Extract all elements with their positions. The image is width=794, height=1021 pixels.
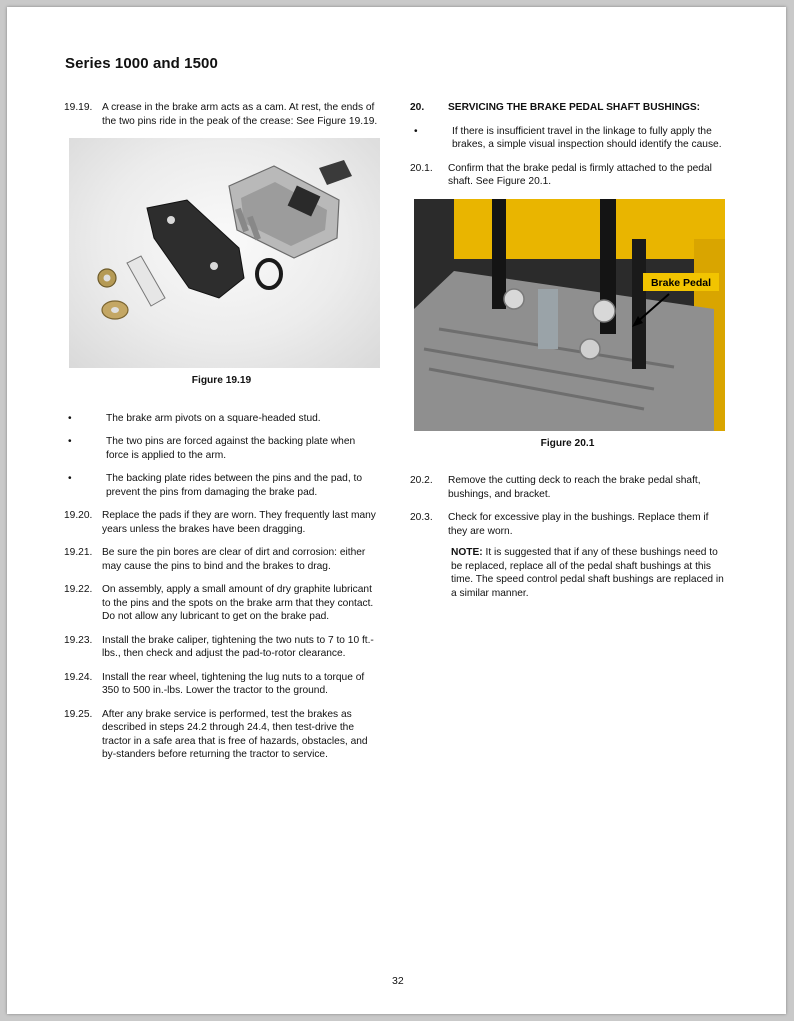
- step-number: 19.19.: [64, 102, 93, 113]
- section-number: 20.: [410, 102, 425, 113]
- step-number: 19.23.: [64, 634, 93, 646]
- step-number: 19.24.: [64, 671, 93, 683]
- bullet-text: The backing plate rides between the pins and the pad, to prevent the pins from damaging the brake pad.: [106, 473, 362, 498]
- brake-pedal-callout-label: Brake Pedal: [650, 276, 712, 289]
- brake-arm-hole: [210, 262, 218, 270]
- step-20-3: [410, 511, 725, 538]
- step-20-1: [410, 162, 725, 189]
- right-column: [410, 101, 725, 600]
- left-column: [64, 101, 379, 772]
- step-19-19: [64, 101, 379, 128]
- step-number: 19.25.: [64, 708, 93, 720]
- bullet-dot: •: [414, 125, 418, 137]
- figure-20-1-photo: [414, 199, 725, 431]
- note-label: NOTE:: [451, 547, 483, 558]
- step-number: 19.20.: [64, 510, 93, 521]
- step-number: 20.1.: [410, 162, 433, 174]
- step-19-25: [64, 708, 379, 762]
- figure-19-19-photo: [69, 138, 380, 368]
- step-number: 20.3.: [410, 512, 433, 523]
- section-20-heading: [410, 101, 725, 115]
- bullet-dot: •: [68, 412, 72, 424]
- step-number: 19.21.: [64, 547, 93, 558]
- section-title: SERVICING THE BRAKE PEDAL SHAFT BUSHINGS:: [448, 102, 701, 113]
- note-text: It is suggested that if any of these bushings need to be replaced, replace all of the pedal shaft bushings at this time. The speed control pedal shaft bushings are replaced in a similar manner.: [451, 547, 724, 599]
- brake-parts-illustration: [69, 138, 380, 368]
- step-text: Check for excessive play in the bushings. Replace them if they are worn.: [448, 512, 709, 537]
- step-text: Install the rear wheel, tightening the lug nuts to a torque of 350 to 500 in.-lbs. Lower the tractor to the ground.: [102, 671, 365, 696]
- bullet-text: The brake arm pivots on a square-headed stud.: [106, 412, 321, 424]
- step-19-22: [64, 583, 379, 624]
- step-text: Be sure the pin bores are clear of dirt and corrosion: either may cause the pins to bind and the brakes to drag.: [102, 547, 366, 572]
- bolt-head-shape: [504, 289, 524, 309]
- bolt-head-shape: [593, 300, 615, 322]
- bullet-dot: •: [68, 473, 72, 484]
- step-19-21: [64, 546, 379, 573]
- step-number: 19.22.: [64, 584, 93, 595]
- figure-20-1-caption: Figure 20.1: [540, 437, 595, 449]
- step-19-20: [64, 509, 379, 536]
- bullet-item: [64, 412, 379, 426]
- brake-pedal-illustration: [414, 199, 725, 431]
- linkage-rod-shape: [538, 289, 558, 349]
- bullet-text: The two pins are forced against the backing plate when force is applied to the arm.: [106, 436, 356, 461]
- nut-hole: [104, 275, 111, 282]
- manual-page: [7, 7, 786, 1014]
- step-number: 20.2.: [410, 475, 433, 486]
- step-text: After any brake service is performed, test the brakes as described in steps 24.2 through 24.4, then test-drive the tractor in a safe area that is free of hazards, obstacles, and by-standers before returning the tractor to service.: [102, 708, 368, 760]
- figure-19-19-caption: Figure 19.19: [191, 375, 252, 386]
- bullet-item: [410, 125, 725, 152]
- backing-plate-shape: [127, 256, 165, 306]
- page-number: 32: [392, 975, 404, 987]
- bullet-item: [64, 435, 379, 462]
- page-title: Series 1000 and 1500: [65, 55, 218, 72]
- shaft-shape: [492, 199, 506, 309]
- step-text: Remove the cutting deck to reach the brake pedal shaft, bushings, and bracket.: [448, 475, 701, 500]
- note-block: [451, 546, 725, 600]
- washer-hole: [111, 307, 119, 313]
- bullet-text: If there is insufficient travel in the linkage to fully apply the brakes, a simple visual inspection should identify the cause.: [452, 125, 722, 150]
- step-text: Install the brake caliper, tightening the two nuts to 7 to 10 ft.-lbs., then check and adjust the pad-to-rotor clearance.: [102, 634, 374, 659]
- brake-pad-shape: [319, 160, 352, 185]
- brake-arm-hole: [167, 216, 175, 224]
- step-text: On assembly, apply a small amount of dry graphite lubricant to the pins and the spots on the brake arm that they contact. Do not allow any lubricant to get on the brake pad.: [102, 584, 374, 622]
- pedal-arm-shape: [632, 239, 646, 369]
- brake-arm-shape: [147, 200, 244, 298]
- step-20-2: [410, 474, 725, 501]
- spring-shape: [257, 260, 281, 288]
- step-text: Replace the pads if they are worn. They frequently last many years unless the brakes have been dragging.: [102, 510, 376, 535]
- step-text: A crease in the brake arm acts as a cam. At rest, the ends of the two pins ride in the peak of the crease: See Figure 19.19.: [102, 102, 378, 127]
- step-text: Confirm that the brake pedal is firmly attached to the pedal shaft. See Figure 20.1.: [448, 162, 712, 187]
- bullet-dot: •: [68, 436, 72, 447]
- bolt-head-shape: [580, 339, 600, 359]
- step-19-23: [64, 634, 379, 661]
- bullet-item: [64, 472, 379, 499]
- step-19-24: [64, 671, 379, 698]
